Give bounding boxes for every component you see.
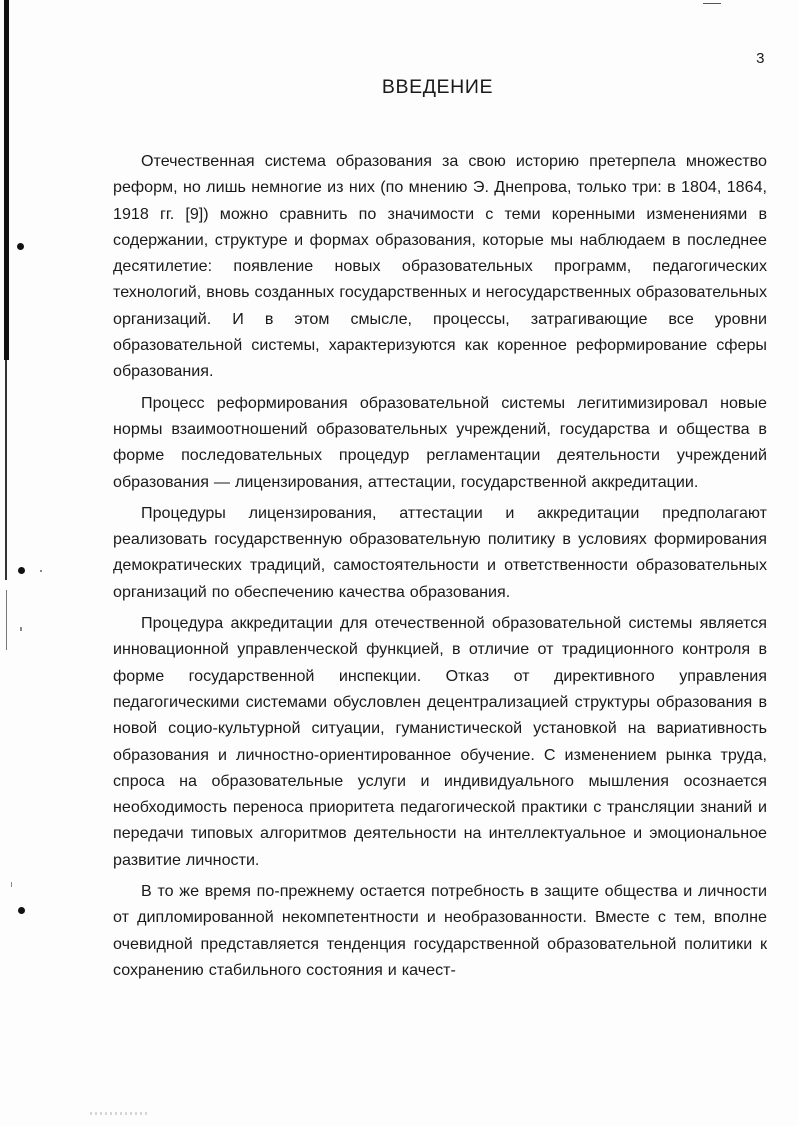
scan-speck — [40, 570, 42, 572]
scan-noise — [90, 1112, 150, 1115]
scan-speck — [20, 627, 22, 631]
punch-hole-mark-bottom — [18, 907, 25, 914]
body-text — [113, 148, 767, 988]
punch-hole-mark-middle — [18, 567, 25, 574]
paragraph: В то же время по-прежнему остается потребность в защите общества и личности от дипломированной некомпетентности и необразованности. Вместе с тем, вполне очевидной представляется тенденция государственной образовательной политики к сохранению стабильного состояния и качест- — [113, 882, 767, 979]
binding-edge-shadow-lower — [5, 360, 7, 580]
page-number: 3 — [756, 50, 765, 67]
binding-edge-shadow — [4, 0, 9, 360]
paragraph: Процедура аккредитации для отечественной образовательной системы является инновационной управленческой функцией, в отличие от традиционного контроля в форме государственной инспекции. Отказ от директивного управления педагогическими системами обусловлен децентрализацией структуры образования в новой социо-культурной ситуации, гуманистической установкой на вариативность образования и личностно-ориентированное обучение. С изменением рынка труда, спроса на образовательные услуги и индивидуального мышления осознается необходимость переноса приоритета педагогической практики с трансляции знаний и передачи типовых алгоритмов деятельности на интеллектуальное и эмоциональное развитие личности. — [113, 614, 767, 869]
binding-edge-shadow-tail — [6, 590, 7, 650]
scan-speck — [11, 882, 12, 887]
paragraph: Процедуры лицензирования, аттестации и аккредитации предполагают реализовать государственную образовательную политику в условиях формирования демократических традиций, самостоятельности и ответственности образовательных организаций по обеспечению качества образования. — [113, 503, 767, 601]
paragraph: Отечественная система образования за свою историю претерпела множество реформ, но лишь немногие из них (по мнению Э. Днепрова, только три: в 1804, 1864, 1918 гг. [9]) можно сравнить по значимости с теми коренными изменениями в содержании, структуре и формах образования, которые мы наблюдаем в последнее десятилетие: появление новых образовательных программ, педагогических технологий, вновь созданных государственных и негосударственных образовательных организаций. И в этом смысле, процессы, затрагивающие все уровни образовательной системы, характеризуются как коренное реформирование сферы образования. — [113, 152, 767, 381]
paragraph: Процесс реформирования образовательной системы легитимизировал новые нормы взаимоотношений образовательных учреждений, государства и общества в форме последовательных процедур регламентации деятельности учреждений образования — лицензирования, аттестации, государственной аккредитации. — [113, 393, 767, 491]
scan-top-mark — [703, 3, 721, 4]
punch-hole-mark-top — [17, 243, 24, 250]
page-title: ВВЕДЕНИЕ — [381, 76, 494, 98]
